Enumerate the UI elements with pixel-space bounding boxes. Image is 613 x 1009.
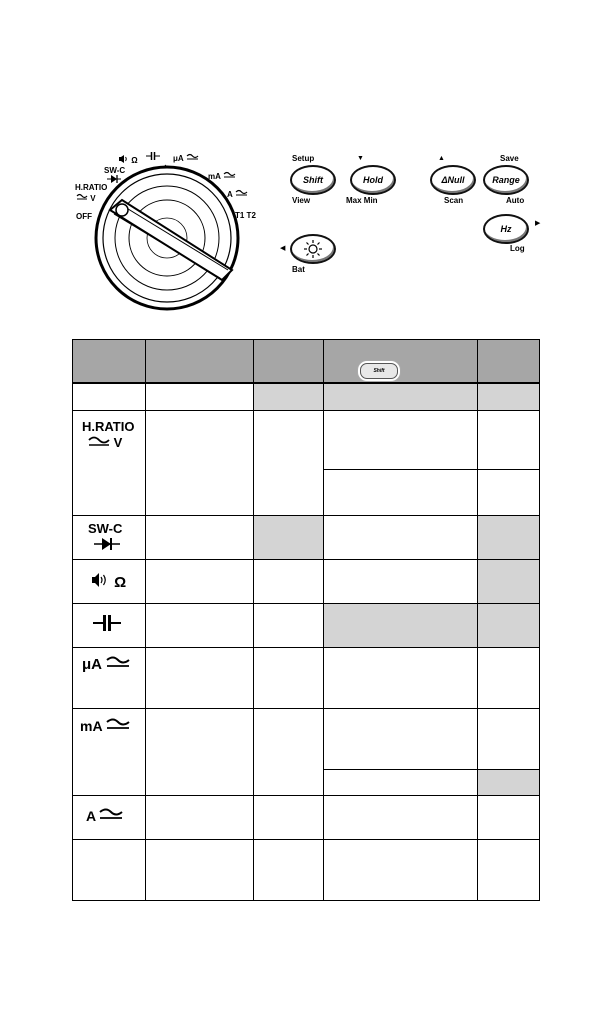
- speaker-icon: [92, 573, 110, 587]
- dial-label-amp: A: [227, 189, 248, 199]
- row-amp-label: A: [86, 807, 123, 824]
- null-button[interactable]: ΔNull: [430, 165, 476, 195]
- capacitor-icon: [146, 152, 160, 160]
- keypad-panel: [270, 140, 570, 280]
- row-micro-amp-label: μA: [82, 655, 130, 673]
- diode-icon: [107, 175, 121, 183]
- dial-pointer-icon: [116, 204, 128, 216]
- rotary-dial[interactable]: [60, 140, 290, 320]
- max-min-label: Max Min: [346, 196, 378, 205]
- backlight-button[interactable]: [290, 234, 336, 264]
- dial-label-continuity-ohm: Ω: [119, 155, 138, 165]
- dial-label-t1t2: T1 T2: [235, 211, 256, 220]
- hz-button[interactable]: Hz: [483, 214, 529, 244]
- right-arrow-icon: ▶: [535, 220, 541, 227]
- rotary-dial-panel: [60, 140, 290, 320]
- scan-label: Scan: [444, 196, 464, 205]
- auto-label: Auto: [506, 196, 525, 205]
- shift-button[interactable]: Shift: [290, 165, 336, 195]
- dial-label-sw-c: SW-C: [104, 166, 126, 175]
- ac-dc-icon: [223, 171, 236, 179]
- down-arrow-icon: ▼: [357, 155, 364, 162]
- dial-label-h-ratio: H.RATIO: [75, 183, 108, 192]
- dial-label-micro-amp: μA: [173, 153, 199, 163]
- dial-label-ac-v: V: [76, 193, 96, 203]
- view-label: View: [292, 196, 311, 205]
- save-label: Save: [500, 154, 519, 163]
- ac-dc-icon: [106, 655, 130, 669]
- log-label: Log: [510, 244, 525, 253]
- hold-button[interactable]: Hold: [350, 165, 396, 195]
- dial-label-milli-amp: mA: [208, 171, 236, 181]
- ac-dc-icon: [186, 153, 199, 161]
- setup-label: Setup: [292, 154, 315, 163]
- ac-dc-icon: [99, 807, 123, 821]
- table-header: [72, 339, 540, 383]
- up-arrow-icon: ▲: [438, 155, 445, 162]
- range-button[interactable]: Range: [483, 165, 529, 195]
- ac-dc-icon: [106, 717, 130, 731]
- sun-icon: [304, 240, 322, 258]
- ac-wave-icon: [76, 193, 88, 201]
- row-milli-amp-label: mA: [80, 717, 130, 734]
- bat-label: Bat: [292, 265, 305, 274]
- diode-icon: [94, 538, 120, 550]
- ac-dc-icon: [235, 189, 248, 197]
- ac-wave-icon: [88, 435, 110, 447]
- left-arrow-icon: ◀: [280, 245, 286, 252]
- row-continuity-ohm-label: Ω: [92, 573, 126, 591]
- row-sw-c-label: SW-C: [88, 521, 123, 536]
- function-table: [72, 339, 540, 901]
- row-h-ratio-label: H.RATIO: [82, 419, 135, 434]
- row-ac-v-label: V: [88, 435, 122, 450]
- capacitor-icon: [93, 615, 121, 631]
- speaker-icon: [119, 155, 129, 163]
- dial-label-off: OFF: [76, 212, 92, 221]
- shift-key-icon: Shift: [360, 363, 398, 379]
